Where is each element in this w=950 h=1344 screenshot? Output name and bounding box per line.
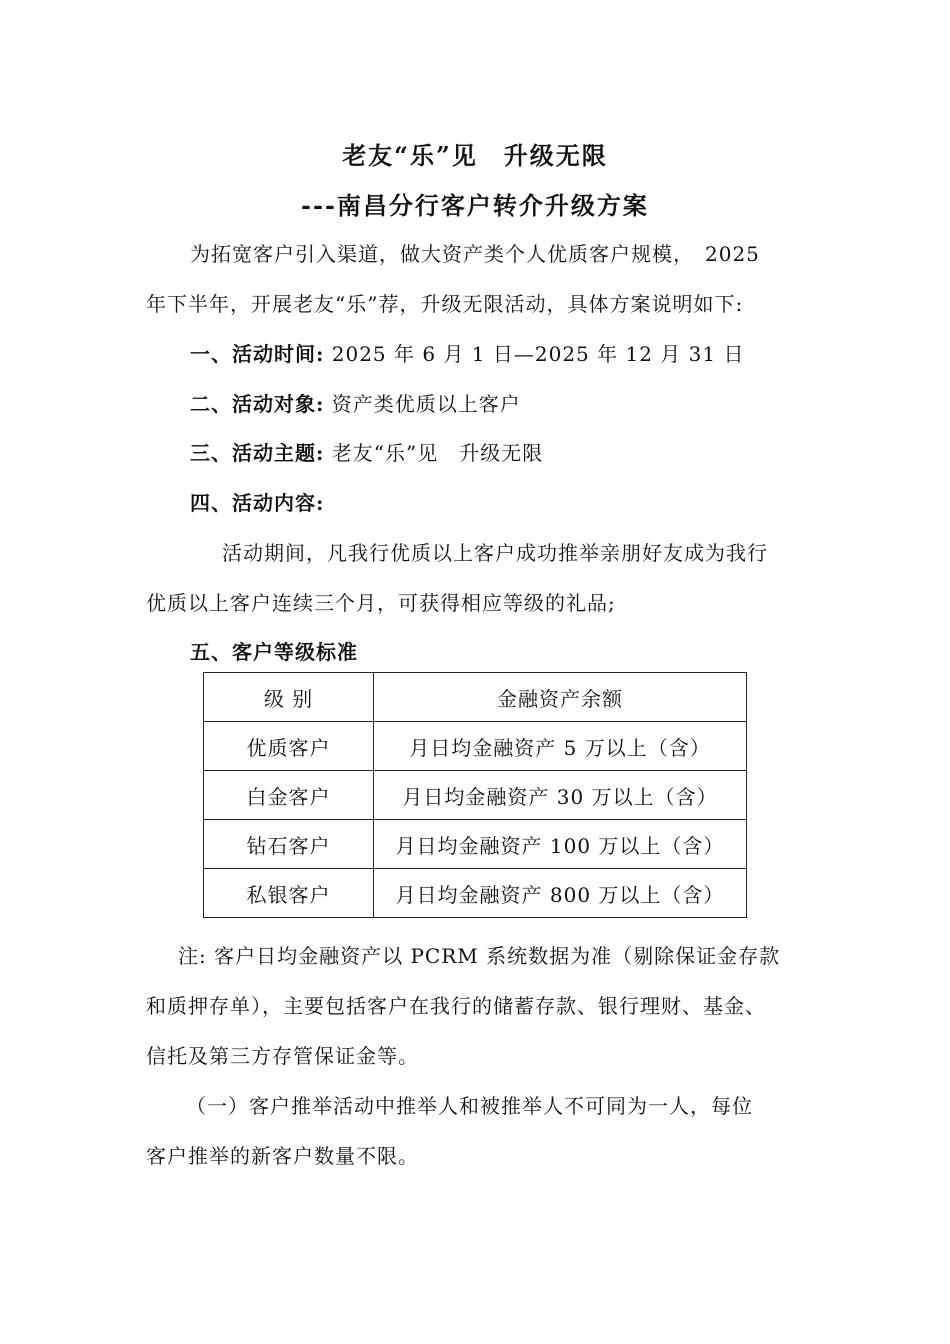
section-target: [190, 388, 521, 417]
table-cell-level: 优质客户: [204, 722, 374, 771]
content-line-1: 活动期间，凡我行优质以上客户成功推举亲朋好友成为我行: [222, 541, 768, 565]
table-cell-level: 白金客户: [204, 771, 374, 820]
doc-subtitle: ---南昌分行客户转介升级方案: [301, 191, 649, 220]
table-cell-assets: 月日均金融资产 5 万以上（含）: [374, 722, 747, 771]
section-theme-label: 三、活动主题:: [190, 441, 325, 465]
content-line-2: 优质以上客户连续三个月，可获得相应等级的礼品;: [146, 591, 616, 615]
intro-line-1: 为拓宽客户引入渠道，做大资产类个人优质客户规模， 2025: [190, 242, 760, 266]
table-cell-assets: 月日均金融资产 100 万以上（含）: [374, 820, 747, 869]
intro-line-2: 年下半年，开展老友“乐”荐，升级无限活动，具体方案说明如下:: [146, 292, 744, 316]
item1-line-2: 客户推举的新客户数量不限。: [146, 1144, 419, 1168]
section-grade-label: 五、客户等级标准: [190, 640, 358, 664]
section-grade: [190, 636, 358, 665]
section-target-value: 资产类优质以上客户: [324, 392, 521, 416]
section-time-label: 一、活动时间:: [190, 342, 325, 366]
section-time-value: 2025 年 6 月 1 日—2025 年 12 月 31 日: [324, 342, 745, 366]
table-row: [204, 771, 747, 820]
table-header-row: [204, 673, 747, 722]
item1-line-1: （一）客户推举活动中推举人和被推举人不可同为一人，每位: [186, 1094, 753, 1118]
table-cell-assets: 月日均金融资产 30 万以上（含）: [374, 771, 747, 820]
table-cell-assets: 月日均金融资产 800 万以上（含）: [374, 869, 747, 918]
table-cell-level: 私银客户: [204, 869, 374, 918]
note-line-1: 注: 客户日均金融资产以 PCRM 系统数据为准（剔除保证金存款: [178, 944, 781, 968]
table-cell-level: 钻石客户: [204, 820, 374, 869]
doc-title: 老友“乐”见 升级无限: [342, 141, 608, 170]
grade-table: [203, 672, 747, 918]
table-header-level: 级 别: [204, 673, 374, 722]
table-header-assets: 金融资产余额: [374, 673, 747, 722]
table-row: [204, 722, 747, 771]
section-time: [190, 338, 744, 367]
note-line-2: 和质押存单），主要包括客户在我行的储蓄存款、银行理财、基金、: [146, 994, 766, 1018]
table-row: [204, 820, 747, 869]
table-row: [204, 869, 747, 918]
section-content: [190, 487, 324, 516]
section-theme: [190, 437, 543, 466]
section-theme-value: 老友“乐”见 升级无限: [324, 441, 544, 465]
note-line-3: 信托及第三方存管保证金等。: [146, 1044, 419, 1068]
section-target-label: 二、活动对象:: [190, 392, 325, 416]
section-content-label: 四、活动内容:: [190, 491, 325, 515]
